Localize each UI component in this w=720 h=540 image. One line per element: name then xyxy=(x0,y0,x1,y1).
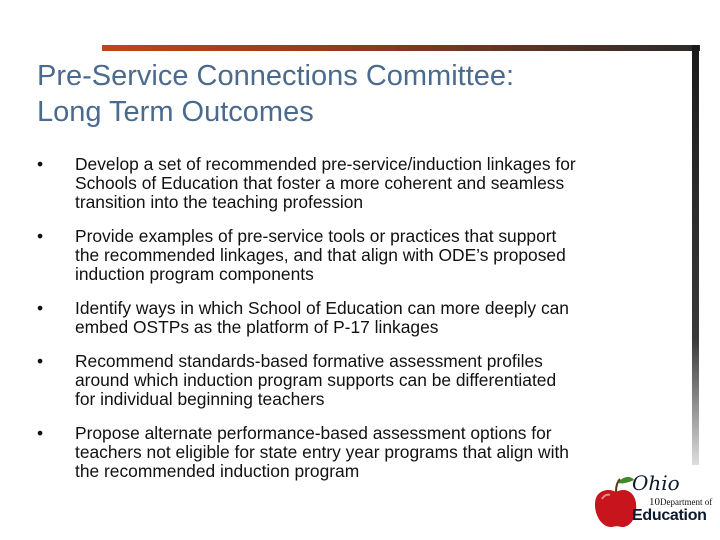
bullet-item xyxy=(30,352,660,409)
title-line-2: Long Term Outcomes xyxy=(37,96,314,128)
bullet-line: transition into the teaching profession xyxy=(75,192,364,212)
bullet-line: the recommended linkages, and that align with ODE’s proposed xyxy=(75,245,566,265)
top-accent-bar xyxy=(102,45,700,51)
bullet-dot: • xyxy=(36,298,44,318)
bullet-line: Provide examples of pre-service tools or practices that support xyxy=(75,226,557,246)
logo-script-text: Ohio xyxy=(632,471,680,495)
bullet-line: Develop a set of recommended pre-service/induction linkages for xyxy=(75,154,576,174)
bullet-dot: • xyxy=(36,226,44,246)
bullet-line: teachers not eligible for state entry year programs that align with xyxy=(75,442,569,462)
title-line-1: Pre-Service Connections Committee: xyxy=(37,60,515,92)
bullet-dot: • xyxy=(36,351,44,371)
bullet-item xyxy=(30,299,660,337)
logo-dept-text: Department of xyxy=(660,497,713,507)
bullet-line: induction program components xyxy=(75,264,314,284)
bullet-line: around which induction program supports can be differentiated xyxy=(75,370,557,390)
bullet-item xyxy=(30,227,660,284)
page-number: 10 xyxy=(649,496,660,508)
apple-icon xyxy=(595,477,636,527)
slide-title xyxy=(37,58,677,130)
bullet-line: for individual beginning teachers xyxy=(75,389,325,409)
logo-education-text: Education xyxy=(632,507,707,524)
bullet-line: Propose alternate performance-based assessment options for xyxy=(75,423,552,443)
bullet-line: the recommended induction program xyxy=(75,461,360,481)
bullet-line: embed OSTPs as the platform of P-17 linkages xyxy=(75,317,439,337)
bullet-line: Identify ways in which School of Education can more deeply can xyxy=(75,298,569,318)
bullet-line: Schools of Education that foster a more coherent and seamless xyxy=(75,173,565,193)
bullet-item xyxy=(30,424,660,481)
bullet-line: Recommend standards-based formative assessment profiles xyxy=(75,351,543,371)
bullet-item xyxy=(30,155,660,212)
bullet-dot: • xyxy=(36,423,44,443)
bullet-list xyxy=(30,155,660,496)
bullet-dot: • xyxy=(36,154,44,174)
right-accent-bar xyxy=(692,45,699,465)
